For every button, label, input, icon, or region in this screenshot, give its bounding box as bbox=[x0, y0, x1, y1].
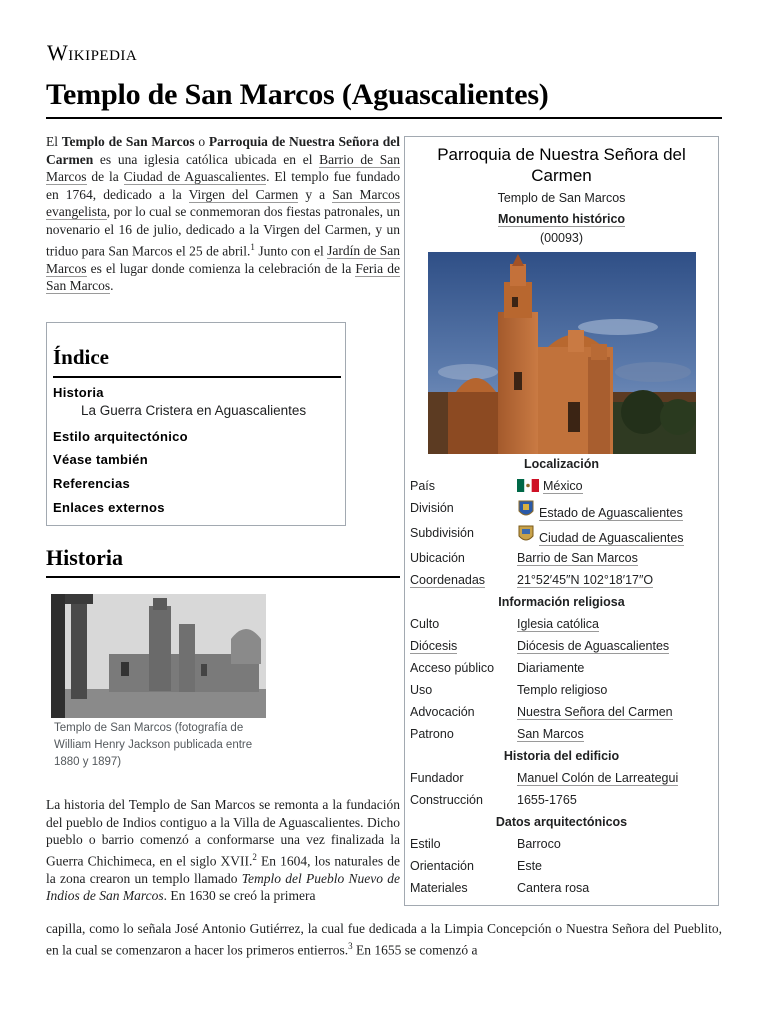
label-subdivision: Subdivisión bbox=[410, 526, 474, 540]
value-estilo: Barroco bbox=[517, 837, 561, 851]
toc-item-referencias[interactable]: Referencias bbox=[53, 476, 131, 491]
label-uso: Uso bbox=[410, 683, 433, 697]
value-patrono[interactable]: San Marcos bbox=[517, 727, 584, 741]
toc-item-estilo[interactable]: Estilo arquitectónico bbox=[53, 429, 188, 444]
link-jardin-san-marcos[interactable]: Jardín de San Marcos bbox=[46, 243, 401, 276]
value-advocacion[interactable]: Nuestra Señora del Carmen bbox=[517, 705, 673, 719]
photo-caption: Templo de San Marcos (fotografía de William Henry Jackson publicada entre 1880 y 1897) bbox=[54, 722, 253, 768]
link-virgen-del-carmen[interactable]: Virgen del Carmen bbox=[188, 186, 299, 202]
value-pais[interactable]: México bbox=[543, 479, 583, 493]
historia-paragraph: La historia del Templo de San Marcos se remonta a la fundación del pueblo de Indios contiguo a la Villa de Aguascalientes. Dicho pueblo o barrio comenzó a conformarse una vez finalizada la Guerra Chichimeca, en el siglo XVII.$^2$ En 1604, los naturales de la zona crearon un templo llamado Templo del Pueblo Nuevo de Indios de San Marcos. En 1630 se creó la primera bbox=[46, 797, 400, 904]
link-feria-san-marcos[interactable]: Feria de San Marcos bbox=[46, 260, 401, 294]
reference-1[interactable]: 1 bbox=[250, 241, 255, 252]
toc-item-vease-tambien[interactable]: Véase también bbox=[53, 452, 148, 467]
bold-name-1: Templo de San Marcos bbox=[61, 134, 195, 149]
bold-name-2: Parroquia de Nuestra Señora del Carmen bbox=[46, 134, 401, 167]
value-diocesis[interactable]: Diócesis de Aguascalientes bbox=[517, 639, 670, 653]
link-barrio-san-marcos[interactable]: Barrio de San Marcos bbox=[46, 151, 400, 185]
mexico-flag-icon bbox=[517, 479, 539, 495]
infobox-section-localizacion: Localización bbox=[523, 457, 600, 471]
section-heading-historia: Historia bbox=[46, 545, 123, 570]
toc-item-guerra-cristera[interactable]: La Guerra Cristera en Aguascalientes bbox=[81, 403, 307, 418]
infobox-subtitle: Templo de San Marcos bbox=[497, 191, 626, 205]
label-patrono: Patrono bbox=[410, 727, 454, 741]
toc-item-historia[interactable]: Historia bbox=[53, 385, 104, 400]
link-san-marcos-evangelista[interactable]: San Marcos evangelista bbox=[46, 186, 400, 220]
label-orientacion: Orientación bbox=[410, 859, 474, 873]
value-uso: Templo religioso bbox=[517, 683, 608, 697]
church-photo[interactable] bbox=[428, 252, 696, 454]
toc-divider bbox=[53, 376, 341, 378]
value-construccion: 1655-1765 bbox=[517, 793, 577, 807]
label-ubicacion: Ubicación bbox=[410, 551, 465, 565]
value-acceso: Diariamente bbox=[517, 661, 585, 675]
infobox-title: Parroquia de Nuestra Señora del Carmen bbox=[437, 145, 686, 185]
value-coordenadas[interactable]: 21°52′45″N 102°18′17″O bbox=[517, 573, 654, 587]
toc-title: Índice bbox=[53, 345, 110, 369]
infobox bbox=[404, 136, 719, 906]
infobox-section-religiosa: Información religiosa bbox=[498, 595, 625, 609]
page-title: Templo de San Marcos (Aguascalientes) bbox=[46, 78, 549, 111]
value-division[interactable]: Estado de Aguascalientes bbox=[539, 506, 683, 520]
value-subdivision[interactable]: Ciudad de Aguascalientes bbox=[539, 531, 684, 545]
historic-photo[interactable] bbox=[51, 594, 266, 718]
label-culto: Culto bbox=[410, 617, 440, 631]
label-coordenadas[interactable]: Coordenadas bbox=[410, 573, 486, 587]
value-orientacion: Este bbox=[517, 859, 543, 873]
label-diocesis[interactable]: Diócesis bbox=[410, 639, 458, 653]
section-divider bbox=[46, 576, 400, 578]
city-coat-of-arms-icon bbox=[517, 524, 535, 547]
value-materiales: Cantera rosa bbox=[517, 881, 590, 895]
label-fundador: Fundador bbox=[410, 771, 464, 785]
wikipedia-logo[interactable]: Wikipedia bbox=[47, 40, 138, 65]
label-acceso: Acceso público bbox=[410, 661, 495, 675]
label-materiales: Materiales bbox=[410, 881, 468, 895]
infobox-monument-code: (00093) bbox=[539, 231, 584, 245]
infobox-section-historia: Historia del edificio bbox=[503, 749, 620, 763]
value-fundador[interactable]: Manuel Colón de Larreategui bbox=[517, 771, 679, 785]
value-culto[interactable]: Iglesia católica bbox=[517, 617, 599, 631]
value-ubicacion[interactable]: Barrio de San Marcos bbox=[517, 551, 638, 565]
label-division: División bbox=[410, 501, 454, 515]
infobox-section-arquitectonicos: Datos arquitectónicos bbox=[495, 815, 628, 829]
label-advocacion: Advocación bbox=[410, 705, 475, 719]
state-coat-of-arms-icon bbox=[517, 499, 535, 522]
table-of-contents bbox=[46, 322, 346, 526]
intro-paragraph: El Templo de San Marcos o Parroquia de Nuestra Señora del Carmen es una iglesia católica ubicada en el Barrio de San Marcos de la Ciudad de Aguascalientes. El templo fue fundado en 1764, dedicado a la Virgen del Carmen y a San Marcos evangelista, por lo cual se conmemoran dos fiestas patronales, un novenario el 16 de julio, dedicado a la Virgen del Carmen, y un triduo para San Marcos el 25 de abril.$^1$ Junto con el Jardín de San Marcos es el lugar donde comienza la celebración de la Feria de San Marcos. bbox=[46, 134, 401, 294]
infobox-monument-link[interactable]: Monumento histórico bbox=[497, 212, 626, 226]
link-ciudad-aguascalientes[interactable]: Ciudad de Aguascalientes bbox=[123, 169, 267, 185]
historia-paragraph-continued: capilla, como lo señala José Antonio Gutiérrez, la cual fue dedicada a la Limpia Concepción o Nuestra Señora del Pueblito, en la cual se comenzaron a hacer los primeros entierros.$^3$ En 1655 se comenzó a bbox=[46, 921, 722, 958]
label-construccion: Construcción bbox=[410, 793, 483, 807]
reference-2[interactable]: 2 bbox=[252, 851, 257, 862]
label-estilo: Estilo bbox=[410, 837, 441, 851]
label-pais: País bbox=[410, 479, 436, 493]
reference-3[interactable]: 3 bbox=[348, 940, 353, 951]
title-divider bbox=[46, 117, 722, 119]
toc-item-enlaces-externos[interactable]: Enlaces externos bbox=[53, 500, 165, 515]
